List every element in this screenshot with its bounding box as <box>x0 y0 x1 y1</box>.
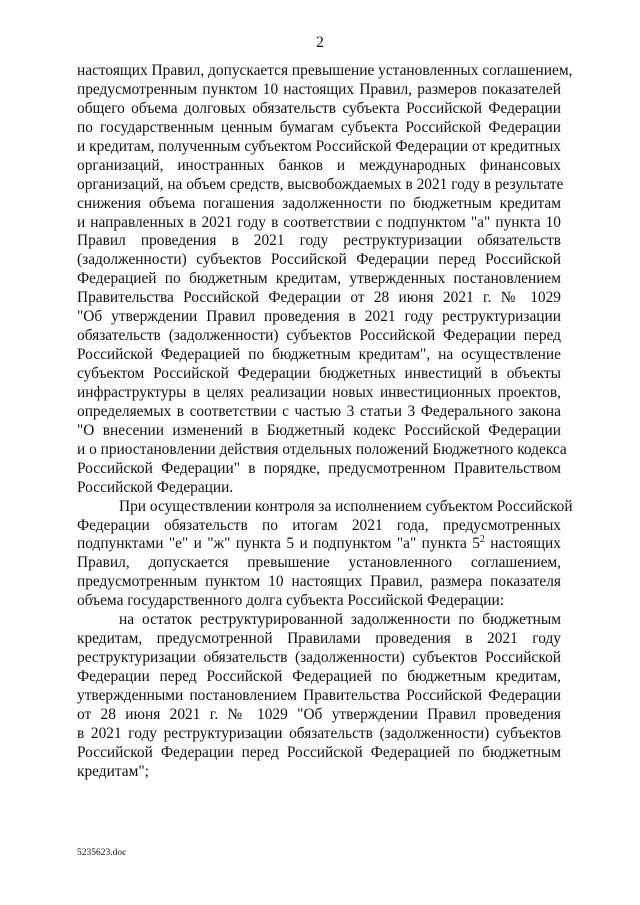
text-line: Федерацией по бюджетным кредитам, утвержденных постановлением <box>77 270 561 288</box>
text-line: снижения объема погашения задолженности по бюджетным кредитам <box>77 194 561 212</box>
text-line: от 28 июня 2021 г. № 1029 "Об утверждении Правил проведения <box>77 705 561 723</box>
text-line: и о приостановлении действия отдельных положений Бюджетного кодекса <box>77 440 567 458</box>
text-line: и кредитам, полученным субъектом Российской Федерации от кредитных <box>77 137 561 155</box>
text-line: по государственным ценным бумагам субъекта Российской Федерации <box>77 118 561 136</box>
text-line: Федерации перед Российской Федерацией по бюджетным кредитам, <box>77 668 561 685</box>
text-line: Российской Федерацией по бюджетным кредитам", на осуществление <box>77 346 561 364</box>
page-number: 2 <box>316 34 324 51</box>
superscript: 2 <box>479 534 485 546</box>
text-line: общего объема долговых обязательств субъекта Российской Федерации <box>77 99 561 117</box>
text-line: и направленных в 2021 году в соответствии с подпунктом "а" пункта 10 <box>77 213 561 231</box>
text-line: кредитам"; <box>77 762 149 780</box>
paragraph <box>77 62 573 498</box>
document-body <box>77 62 573 782</box>
text-line: Правил проведения в 2021 году реструктуризации обязательств <box>77 232 561 250</box>
text-line: Российской Федерации" в порядке, предусмотренном Правительством <box>77 459 561 477</box>
text-line: в 2021 году реструктуризации обязательств (задолженности) субъектов <box>77 724 561 742</box>
text-line: Российской Федерации перед Российской Федерацией по бюджетным <box>77 743 561 761</box>
text-line: При осуществлении контроля за исполнением субъектом Российской <box>119 497 573 515</box>
text-line: определяемых в соответствии с частью 3 статьи 3 Федерального закона <box>77 402 561 420</box>
text-line: настоящих Правил, допускается превышение установленных соглашением, <box>77 62 573 79</box>
text-line: организаций, иностранных банков и международных финансовых <box>77 156 561 174</box>
text-line: инфраструктуры в целях реализации новых инвестиционных проектов, <box>77 383 561 401</box>
text-line: утвержденными постановлением Правительства Российской Федерации <box>77 686 561 704</box>
text-line: объема государственного долга субъекта Российской Федерации: <box>77 592 505 610</box>
text-line: "Об утверждении Правил проведения в 2021 году реструктуризации <box>77 308 561 326</box>
paragraph <box>77 497 573 612</box>
text-line: Федерации обязательств по итогам 2021 года, предусмотренных <box>77 516 561 534</box>
text-line: "О внесении изменений в Бюджетный кодекс Российской Федерации <box>77 421 561 439</box>
text-line: организаций, на объем средств, высвобождаемых в 2021 году в результате <box>77 175 564 193</box>
document-id-footer: 5235623.doc <box>77 848 127 858</box>
paragraph <box>77 611 561 781</box>
text-line: обязательств (задолженности) субъектов Российской Федерации перед <box>77 327 561 345</box>
text-line: субъектом Российской Федерации бюджетных инвестиций в объекты <box>77 365 561 382</box>
text-line: предусмотренным пунктом 10 настоящих Правил, размеров показателей <box>77 80 561 98</box>
text-line: подпунктами "е" и "ж" пункта 5 и подпунктом "а" пункта $5^2$ настоящих <box>77 534 561 553</box>
text-line: кредитам, предусмотренной Правилами проведения в 2021 году <box>77 630 561 648</box>
text-line: предусмотренным пунктом 10 настоящих Правил, размера показателя <box>77 573 561 591</box>
text-line: Правительства Российской Федерации от 28 июня 2021 г. № 1029 <box>77 289 561 307</box>
text-line: на остаток реструктурированной задолженности по бюджетным <box>119 611 561 629</box>
text-line: Правил, допускается превышение установленного соглашением, <box>77 554 561 572</box>
text-line: Российской Федерации. <box>77 478 234 496</box>
text-fragment: настоящих <box>484 535 561 553</box>
text-line: (задолженности) субъектов Российской Федерации перед Российской <box>77 251 561 269</box>
text-line: реструктуризации обязательств (задолженности) субъектов Российской <box>77 649 561 667</box>
